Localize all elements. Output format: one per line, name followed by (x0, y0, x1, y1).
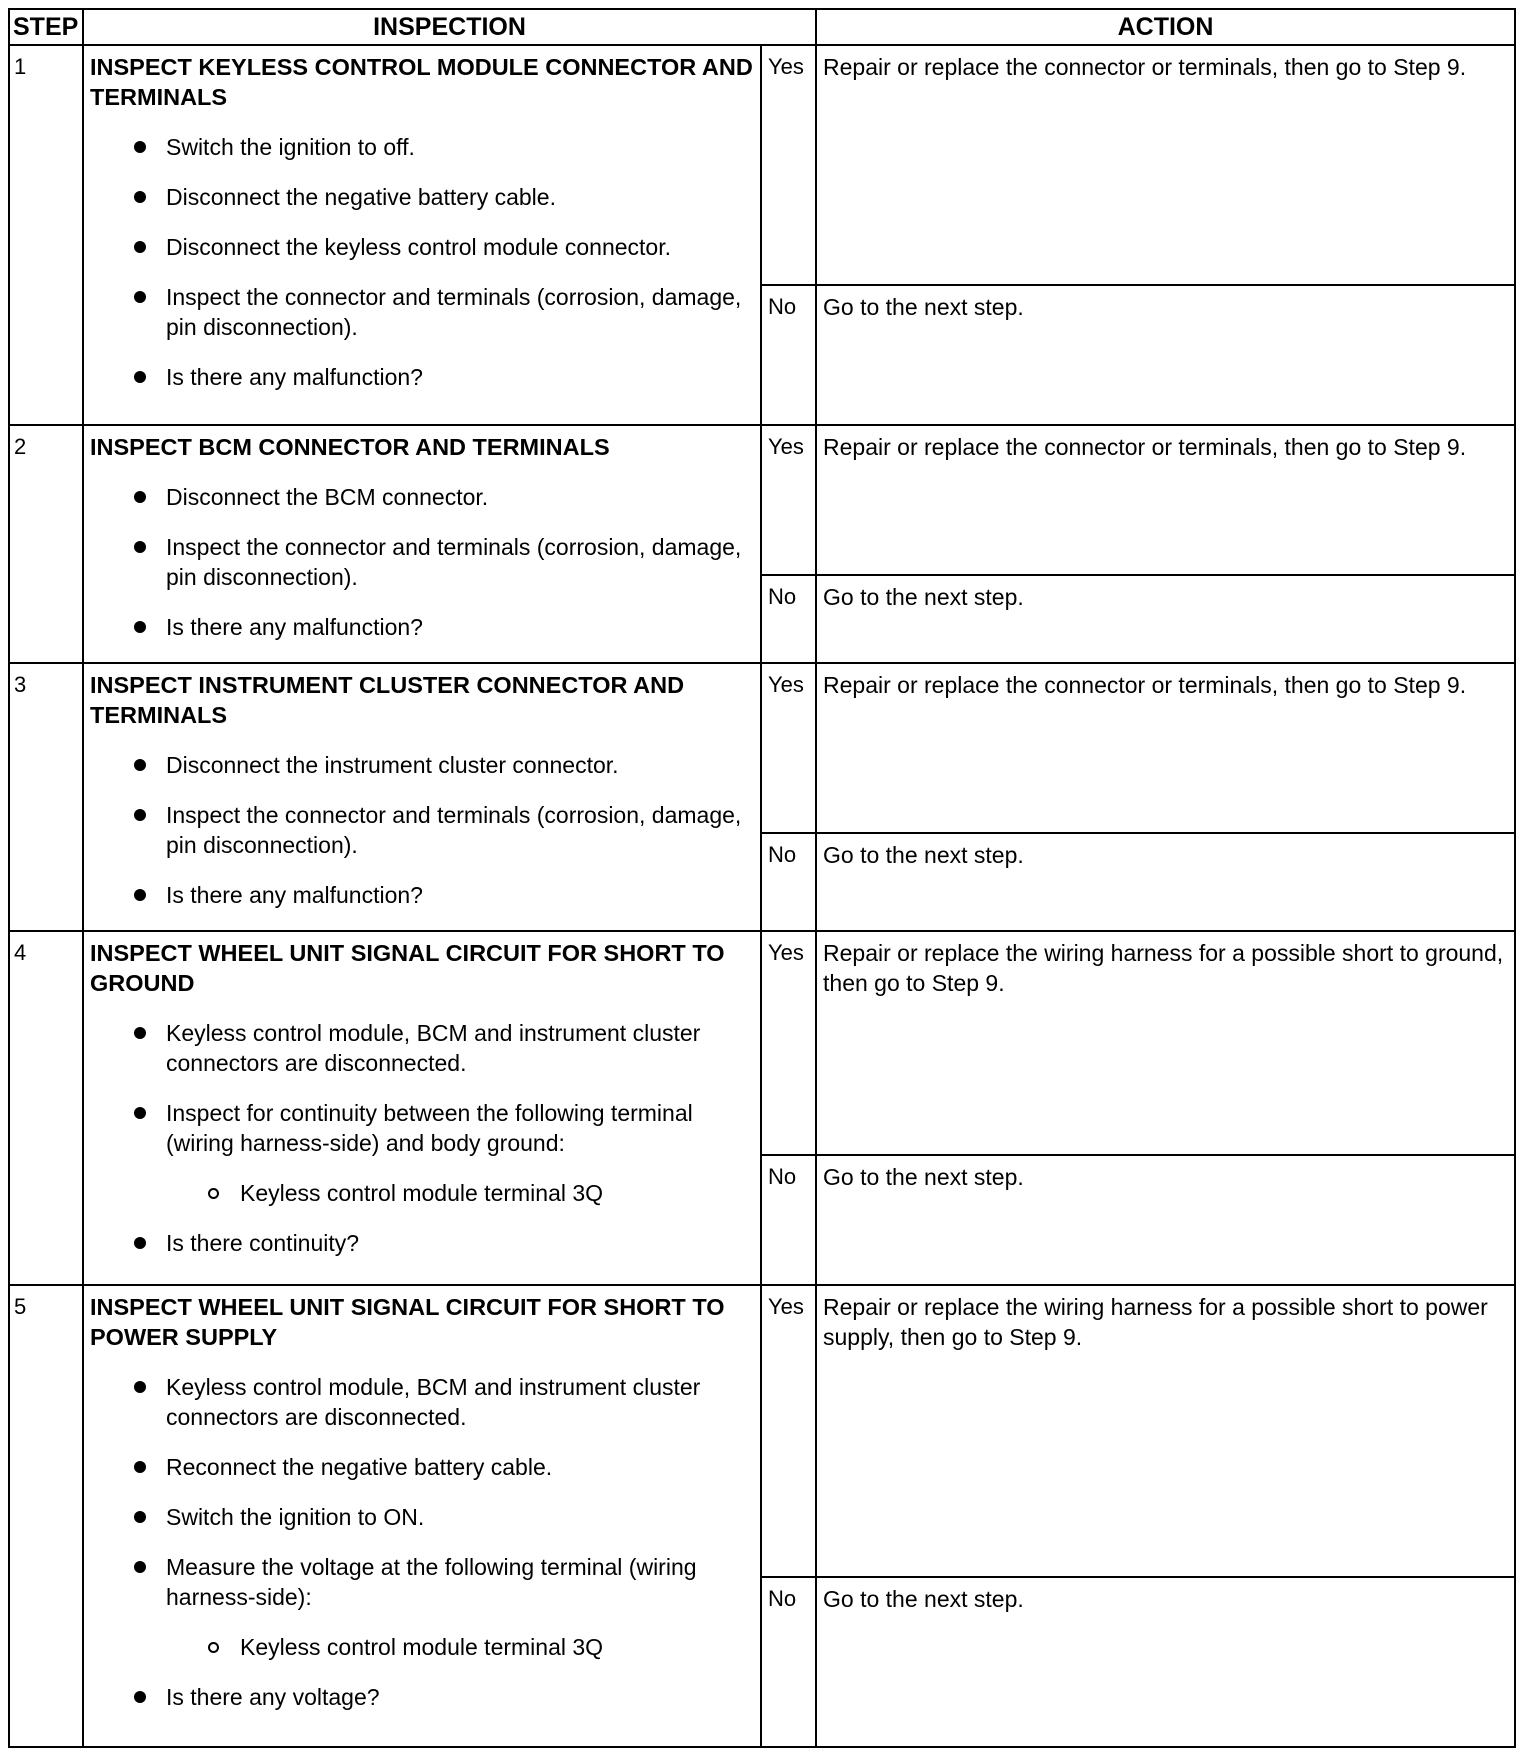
bullet-item: Switch the ignition to off. (90, 132, 754, 162)
inspection-cell (83, 425, 761, 663)
bullet-item: Is there any malfunction? (90, 612, 754, 642)
yes-label: Yes (761, 663, 816, 833)
bullet-list (90, 1228, 754, 1258)
step-number: 1 (9, 45, 83, 425)
header-row (9, 9, 1515, 45)
sub-bullet-item: Keyless control module terminal 3Q (90, 1632, 754, 1662)
no-action: Go to the next step. (816, 1577, 1515, 1747)
bullet-list (90, 750, 754, 910)
bullet-item: Is there any malfunction? (90, 880, 754, 910)
step-number: 4 (9, 931, 83, 1285)
inspection-column-header: INSPECTION (83, 9, 816, 45)
bullet-item: Disconnect the instrument cluster connector. (90, 750, 754, 780)
yes-action: Repair or replace the wiring harness for a possible short to ground, then go to Step 9. (816, 931, 1515, 1155)
bullet-item: Keyless control module, BCM and instrument cluster connectors are disconnected. (90, 1372, 754, 1432)
action-column-header: ACTION (816, 9, 1515, 45)
bullet-list (90, 1682, 754, 1712)
no-action: Go to the next step. (816, 285, 1515, 425)
bullet-item: Reconnect the negative battery cable. (90, 1452, 754, 1482)
yes-action: Repair or replace the connector or terminals, then go to Step 9. (816, 663, 1515, 833)
bullet-item: Is there continuity? (90, 1228, 754, 1258)
bullet-item: Inspect the connector and terminals (corrosion, damage, pin disconnection). (90, 532, 754, 592)
step-row-1-yes (9, 45, 1515, 285)
step-row-3-yes (9, 663, 1515, 833)
bullet-item: Keyless control module, BCM and instrument cluster connectors are disconnected. (90, 1018, 754, 1078)
yes-label: Yes (761, 45, 816, 285)
yes-action: Repair or replace the connector or terminals, then go to Step 9. (816, 425, 1515, 575)
bullet-item: Is there any malfunction? (90, 362, 754, 392)
bullet-item: Measure the voltage at the following terminal (wiring harness-side): (90, 1552, 754, 1612)
no-label: No (761, 1577, 816, 1747)
step-row-2-yes (9, 425, 1515, 575)
yes-action: Repair or replace the connector or terminals, then go to Step 9. (816, 45, 1515, 285)
yes-label: Yes (761, 1285, 816, 1577)
bullet-item: Disconnect the keyless control module connector. (90, 232, 754, 262)
step-heading: INSPECT WHEEL UNIT SIGNAL CIRCUIT FOR SHORT TO GROUND (90, 940, 725, 996)
bullet-list (90, 1018, 754, 1158)
step-row-5-yes (9, 1285, 1515, 1577)
step-heading: INSPECT BCM CONNECTOR AND TERMINALS (90, 434, 610, 460)
yes-action: Repair or replace the wiring harness for a possible short to power supply, then go to Step 9. (816, 1285, 1515, 1577)
step-heading: INSPECT KEYLESS CONTROL MODULE CONNECTOR AND TERMINALS (90, 54, 753, 110)
no-label: No (761, 833, 816, 931)
sub-bullet-list (90, 1632, 754, 1662)
step-number: 2 (9, 425, 83, 663)
no-label: No (761, 575, 816, 663)
step-number: 3 (9, 663, 83, 931)
yes-label: Yes (761, 931, 816, 1155)
yes-label: Yes (761, 425, 816, 575)
sub-bullet-item: Keyless control module terminal 3Q (90, 1178, 754, 1208)
bullet-list (90, 132, 754, 392)
inspection-cell (83, 931, 761, 1285)
step-number: 5 (9, 1285, 83, 1747)
diagnostic-procedure-table (8, 8, 1516, 1748)
sub-bullet-list (90, 1178, 754, 1208)
no-action: Go to the next step. (816, 575, 1515, 663)
bullet-item: Is there any voltage? (90, 1682, 754, 1712)
no-action: Go to the next step. (816, 833, 1515, 931)
step-heading: INSPECT WHEEL UNIT SIGNAL CIRCUIT FOR SHORT TO POWER SUPPLY (90, 1294, 725, 1350)
inspection-cell (83, 663, 761, 931)
inspection-cell (83, 45, 761, 425)
step-row-4-yes (9, 931, 1515, 1155)
step-heading: INSPECT INSTRUMENT CLUSTER CONNECTOR AND TERMINALS (90, 672, 685, 728)
bullet-item: Inspect the connector and terminals (corrosion, damage, pin disconnection). (90, 800, 754, 860)
bullet-item: Disconnect the negative battery cable. (90, 182, 754, 212)
bullet-item: Disconnect the BCM connector. (90, 482, 754, 512)
no-label: No (761, 1155, 816, 1285)
bullet-item: Switch the ignition to ON. (90, 1502, 754, 1532)
bullet-item: Inspect for continuity between the following terminal (wiring harness-side) and body ground: (90, 1098, 754, 1158)
bullet-item: Inspect the connector and terminals (corrosion, damage, pin disconnection). (90, 282, 754, 342)
no-label: No (761, 285, 816, 425)
inspection-cell (83, 1285, 761, 1747)
bullet-list (90, 1372, 754, 1612)
no-action: Go to the next step. (816, 1155, 1515, 1285)
bullet-list (90, 482, 754, 642)
step-column-header: STEP (9, 9, 83, 45)
